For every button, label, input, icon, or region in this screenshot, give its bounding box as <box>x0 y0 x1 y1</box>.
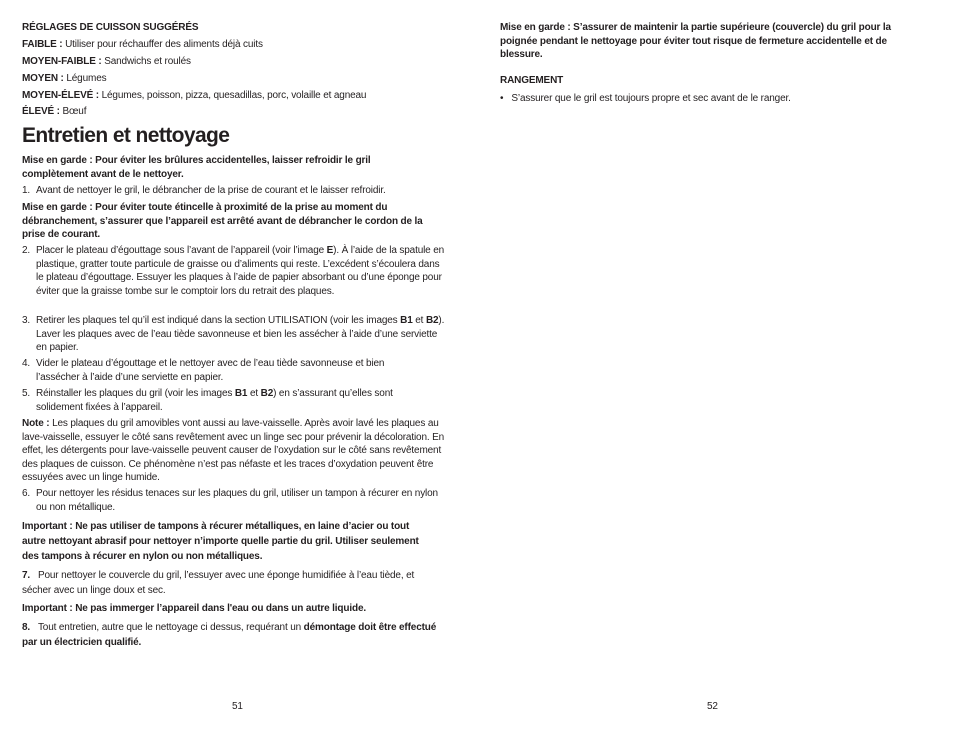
step-2: 2. Placer le plateau d’égouttage sous l’avant de l’appareil (voir l’image E). À l’aide de la spatule en plastique, gratter toute particule de graisse ou d’aliments qui reste. L’excédent s’écoulera dans le plateau d’égouttage. Essuyer les plaques à l’aide de papier absorbant ou d’une éponge pour éviter que la graisse tombe sur le comptoir lors du retrait des plaques. <box>22 245 445 297</box>
page-number-right: 52 <box>707 701 718 712</box>
step-7: 7. Pour nettoyer le couvercle du gril, l’essuyer avec une éponge humidifiée à l’eau tiède, et sécher avec un linge doux et sec. <box>22 570 415 596</box>
setting-medium: MOYEN : Légumes <box>22 73 107 84</box>
bullet: • <box>500 93 504 104</box>
step-4: 4. Vider le plateau d’égouttage et le nettoyer avec de l’eau tiède savonneuse et bien l’assécher à l’aide d’une serviette en papier. <box>22 358 385 383</box>
step-1: 1. Avant de nettoyer le gril, le débrancher de la prise de courant et le laisser refroidir. <box>22 185 386 196</box>
note-dishwasher: Note : Les plaques du gril amovibles vont aussi au lave-vaisselle. Après avoir lavé les plaques au lave-vaisselle, essuyer le côté sans revêtement avec un linge sec pour prévenir la décoloration. En effet, les détergents pour lave-vaisselle peuvent causer de l’oxydation sur le côté sans revêtement des plaques de cuisson. Ce phénomène n’est pas néfaste et les traces d’oxydation peuvent être essuyées avec un linge humide. <box>22 418 445 483</box>
section-title: Entretien et nettoyage <box>22 124 230 147</box>
step-6: 6. Pour nettoyer les résidus tenaces sur les plaques du gril, utiliser un tampon à récurer en nylon ou non métallique. <box>22 488 438 513</box>
setting-low: FAIBLE : Utiliser pour réchauffer des aliments déjà cuits <box>22 39 263 50</box>
storage-item: • S’assurer que le gril est toujours propre et sec avant de le ranger. <box>500 93 791 104</box>
setting-medium-high: MOYEN-ÉLEVÉ : Légumes, poisson, pizza, quesadillas, porc, volaille et agneau <box>22 90 367 101</box>
caution-spark: Mise en garde : Pour éviter toute étincelle à proximité de la prise au moment du débranchement, s’assurer que l’appareil est arrêté avant de débrancher le cordon de la prise de courant. <box>22 202 423 240</box>
important-immerse: Important : Ne pas immerger l’appareil dans l'eau ou dans un autre liquide. <box>22 603 366 614</box>
page-number-left: 51 <box>232 701 243 712</box>
step-5: 5. Réinstaller les plaques du gril (voir les images B1 et B2) en s’assurant qu’elles sont solidement fixées à l’appareil. <box>22 388 393 413</box>
step-3: 3. Retirer les plaques tel qu’il est indiqué dans la section UTILISATION (voir les images B1 et B2). Laver les plaques avec de l’eau tiède savonneuse et bien les assécher à l’aide d’une serviette en papier. <box>22 315 445 353</box>
caution-cool-down: Mise en garde : Pour éviter les brûlures accidentelles, laisser refroidir le gril complètement avant de le nettoyer. <box>22 155 371 180</box>
settings-heading: RÉGLAGES DE CUISSON SUGGÉRÉS <box>22 22 199 33</box>
step-8: 8. Tout entretien, autre que le nettoyage ci dessus, requérant un démontage doit être effectué par un électricien qualifié. <box>22 622 437 648</box>
storage-heading: RANGEMENT <box>500 75 564 86</box>
caution-lid: Mise en garde : S’assurer de maintenir la partie supérieure (couvercle) du gril pour la poignée pendant le nettoyage pour éviter tout risque de fermeture accidentelle et de blessure. <box>500 22 891 60</box>
setting-medium-low: MOYEN-FAIBLE : Sandwichs et roulés <box>22 56 191 67</box>
setting-high: ÉLEVÉ : Bœuf <box>22 106 87 117</box>
important-abrasive: Important : Ne pas utiliser de tampons à récurer métalliques, en laine d’acier ou tout autre nettoyant abrasif pour nettoyer n’importe quelle partie du gril. Utiliser seulement des tampons à récurer en nylon ou non métalliques. <box>22 521 419 562</box>
